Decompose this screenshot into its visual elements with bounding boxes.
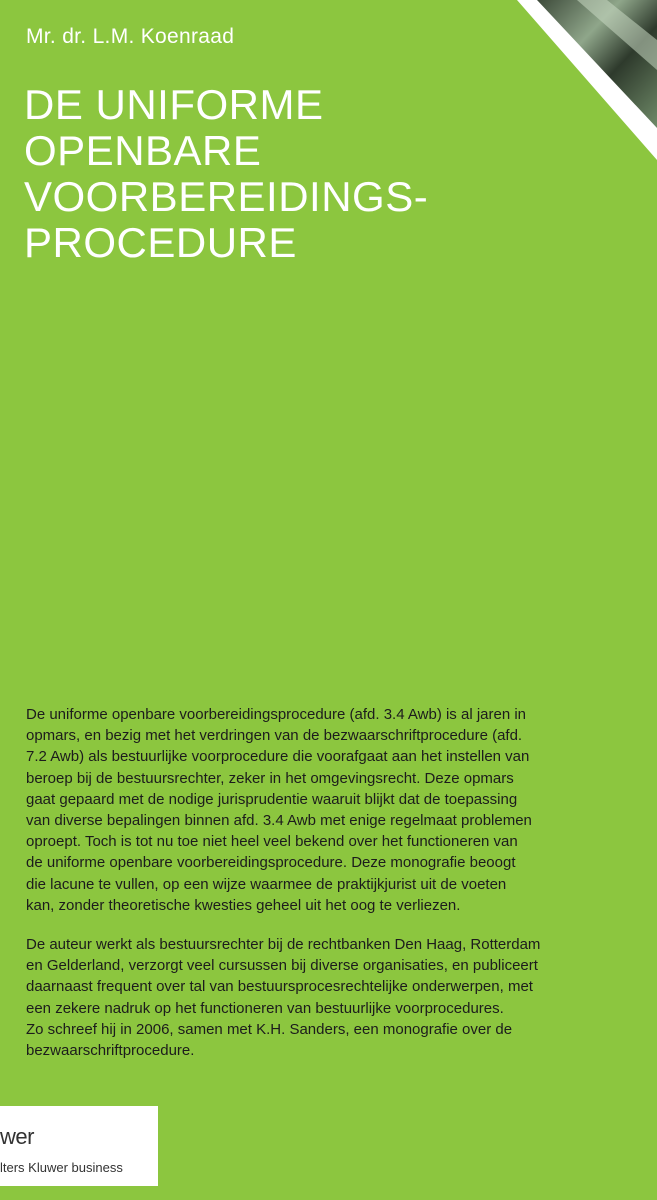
text-line: die lacune te vullen, op een wijze waarmee de praktijkjurist uit de voeten [26,875,507,893]
text-line: van diverse bepalingen binnen afd. 3.4 Awb met enige regelmaat problemen [26,812,532,830]
photo-corner-icon [517,0,657,160]
text-line: de uniforme openbare voorbereidingsprocedure. Deze monografie beoogt [26,854,516,872]
title-line-3: VOORBEREIDINGS- [24,173,429,220]
title-line-4: PROCEDURE [24,219,297,266]
text-line: Zo schreef hij in 2006, samen met K.H. Sanders, een monografie over de [26,1020,513,1038]
text-line: beroep bij de bestuursrechter, zeker in het omgevingsrecht. Deze opmars [26,769,514,787]
text-line: De uniforme openbare voorbereidingsprocedure (afd. 3.4 Awb) is al jaren in [26,706,527,723]
text-line: opmars, en bezig met het verdringen van de bezwaarschriftprocedure (afd. [26,727,523,745]
title-line-2: OPENBARE [24,127,262,174]
description-paragraph [26,704,636,916]
book-title [24,82,544,266]
text-line: kan, zonder theoretische kwesties geheel uit het oog te verliezen. [26,896,461,914]
publisher-tagline: lters Kluwer business [0,1160,123,1175]
author-bio-paragraph [26,934,636,1061]
title-line-1: DE UNIFORME [24,81,324,128]
text-line: en Gelderland, verzorgt veel cursussen bij diverse organisaties, en publiceert [26,957,538,975]
text-line: een zekere nadruk op het functioneren van bestuurlijke voorprocedures. [26,999,504,1017]
text-line: 7.2 Awb) als bestuurlijke voorprocedure die voorafgaat aan het instellen van [26,748,530,766]
text-line: oproept. Toch is tot nu toe niet heel veel bekend over het functioneren van [26,833,518,851]
author-name: Mr. dr. L.M. Koenraad [26,25,235,48]
publisher-logo [0,1106,158,1186]
text-line: De auteur werkt als bestuursrechter bij de rechtbanken Den Haag, Rotterdam [26,936,541,954]
text-line: bezwaarschriftprocedure. [26,1042,195,1060]
back-cover-text [26,704,636,1079]
text-line: daarnaast frequent over tal van bestuursprocesrechtelijke onderwerpen, met [26,978,533,996]
publisher-name: wer [0,1124,34,1149]
text-line: gaat gepaard met de nodige jurisprudentie waaruit blijkt dat de toepassing [26,790,518,808]
